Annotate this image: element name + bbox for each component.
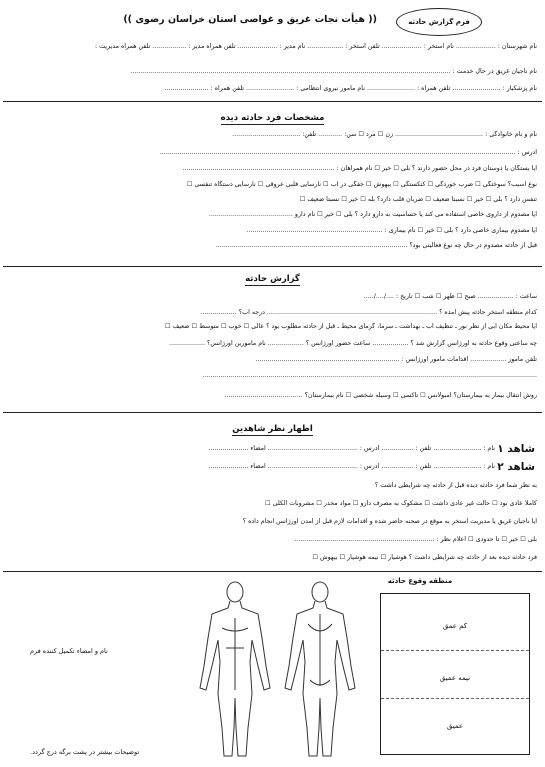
report-heading: گزارش حادثه — [245, 274, 300, 284]
divider — [3, 101, 542, 102]
zone-box — [380, 593, 530, 755]
footer-note: توضیحات بیشتر در پشت برگه درج گردد. — [30, 748, 140, 756]
report-line: تلفن مامور .................. اقدامات مامور اورژانس : ........................................................................ — [255, 356, 537, 363]
body-back-figure — [285, 582, 355, 756]
zone-divider — [381, 698, 529, 699]
witness-options: کاملاً عادی بود ☐ حالت غیر عادی داشت ☐ مشکوک به مصرف دارو ☐ مواد مخدر ☐ مشروبات الکلی ☐ — [264, 500, 537, 507]
victim-line: آیا مصدوم از داروی خاصی استفاده می کند یا حساسیت به دارو دارد ؟ بلی ☐ خیر ☐ نام دارو .......................................... — [208, 211, 537, 218]
witness-2-label: شاهد ۲ — [497, 461, 535, 473]
report-line: روش انتقال بیمار به بیمارستان؟ آمبولانس ☐ تاکسی ☐ وسیله شخصی ☐ نام بیمارستان؟ ....................................... — [224, 392, 537, 399]
victim-line: قبل از حادثه مصدوم در حال چه نوع فعالیتی بود؟ ................................................................................................ — [215, 242, 537, 249]
zone-title: منطقه وقوع حادثه — [387, 577, 453, 585]
body-diagram — [190, 578, 370, 763]
victim-line: آیا مصدوم بیماری خاصی دارد ؟ بلی ☐ خیر ☐ نام بیماری : .................................................................... — [246, 227, 537, 234]
form-badge: فرم گزارش حادثه — [396, 8, 482, 36]
divider — [3, 266, 542, 267]
zone-label-semi-deep: نیمه عمیق — [439, 674, 471, 682]
witness-options: بلی ☐ خیر ☐ تا حدودی ☐ اعلام نظر : ...................................................................... — [294, 536, 537, 543]
witness-2-line: نام : ........................ تلفن : ................ آدرس : ............................................. امضاء .................... — [208, 463, 495, 470]
victim-line: نام و نام خانوادگی : ............................................ زن ☐ مرد ☐ سن: ............ تلفن: .................................. — [232, 131, 537, 138]
divider — [3, 412, 542, 413]
header-line-2: نام ناجیان غریق در حال خدمت : ................................................................................................................................................................ — [130, 68, 537, 75]
report-line: کدام منطقه استخر حادثه پیش آمده ؟ ..................................................................................... درجه آب؟ .................. — [200, 309, 537, 316]
witness-1-label: شاهد ۱ — [497, 443, 535, 455]
report-line: چه ساعتی وقوع حادثه به اورژانس گزارش شد ؟ .................. ساعت حضور اورژانس ؟ .................. نام مامورین اورژانس؟ .................. — [168, 340, 537, 347]
zone-divider — [381, 650, 529, 651]
victim-line: تنفس دارد ؟ بلی ☐ خیر ☐ نسبتاً ضعیف ☐ ضربان قلب دارد؟ بله ☐ خیر ☐ نسبتاً ضعیف ☐ — [299, 196, 537, 203]
zone-label-deep: عمیق — [446, 722, 464, 730]
victim-line: آیا بستگان یا دوستان فرد در محل حضور دارند ؟ بلی ☐ خیر ☐ نام همراهان : ............................................................................ — [182, 165, 537, 172]
divider — [3, 571, 542, 572]
header-line-1: نام شهرستان : .................... نام استخر : .................... تلفن استخر : .................. نام مدیر : .................... تلفن همراه مدیر : ................. تلفن همراه مدیریت : — [95, 43, 537, 50]
body-front-figure — [200, 582, 270, 756]
witness-heading: اظهار نظر شاهدین — [232, 424, 313, 434]
page-title: (( هیأت نجات غریق و غواصی استان خراسان رضوی )) — [123, 14, 377, 25]
report-line: آیا محیط مکان آبی از نظر نور ـ تنظیف آب ـ بهداشت ـ سرما، گرمای محیط ـ قبل از حادثه مطلوب بود ؟ عالی ☐ خوب ☐ متوسط ☐ ضعیف ☐ — [165, 323, 537, 330]
zone-label-shallow: کم عمق — [442, 622, 468, 630]
report-line: ساعت : .................. صبح ☐ ظهر ☐ شب ☐ تاریخ : ..../..../..... — [363, 293, 537, 300]
header-line-3: نام پزشکیار : ........................ تلفن همراه : ........................ نام مامور نیروی انتظامی : ........................ تلفن همراه : ...................... — [164, 85, 537, 92]
victim-line: نوع آسیب؟ سوختگی ☐ ضرب خوردگی ☐ کتکستگی ☐ بیهوش ☐ خفگی در آب ☐ نارسایی قلبی عروقی ☐ نارسایی دستگاه تنفسی ☐ — [186, 181, 537, 188]
victim-heading: مشخصات فرد حادثه دیده — [220, 113, 325, 123]
signer-label: نام و امضاء تکمیل کننده فرم — [30, 647, 108, 655]
victim-line: آدرس : .................................................................................................................................................................................. — [159, 149, 537, 156]
witness-question: به نظر شما فرد حادثه دیده قبل از حادثه چه شرایطی داشت ؟ — [374, 482, 537, 489]
report-line: ....................................................................................................................................................................... — [202, 372, 537, 379]
witness-question: آیا ناجیان غریق یا مدیریت استخر به موقع در صحنه حاضر شده و اقدامات لازم قبل از آمدن اورژانس انجام داده ؟ — [242, 518, 537, 525]
witness-1-line: نام : ........................ تلفن : ................ آدرس : ............................................. امضاء .................... — [208, 445, 495, 452]
witness-question: فرد حادثه دیده بعد از حادثه چه شرایطی داشت ؟ هوشیار ☐ نیمه هوشیار ☐ بیهوش ☐ — [312, 554, 537, 561]
